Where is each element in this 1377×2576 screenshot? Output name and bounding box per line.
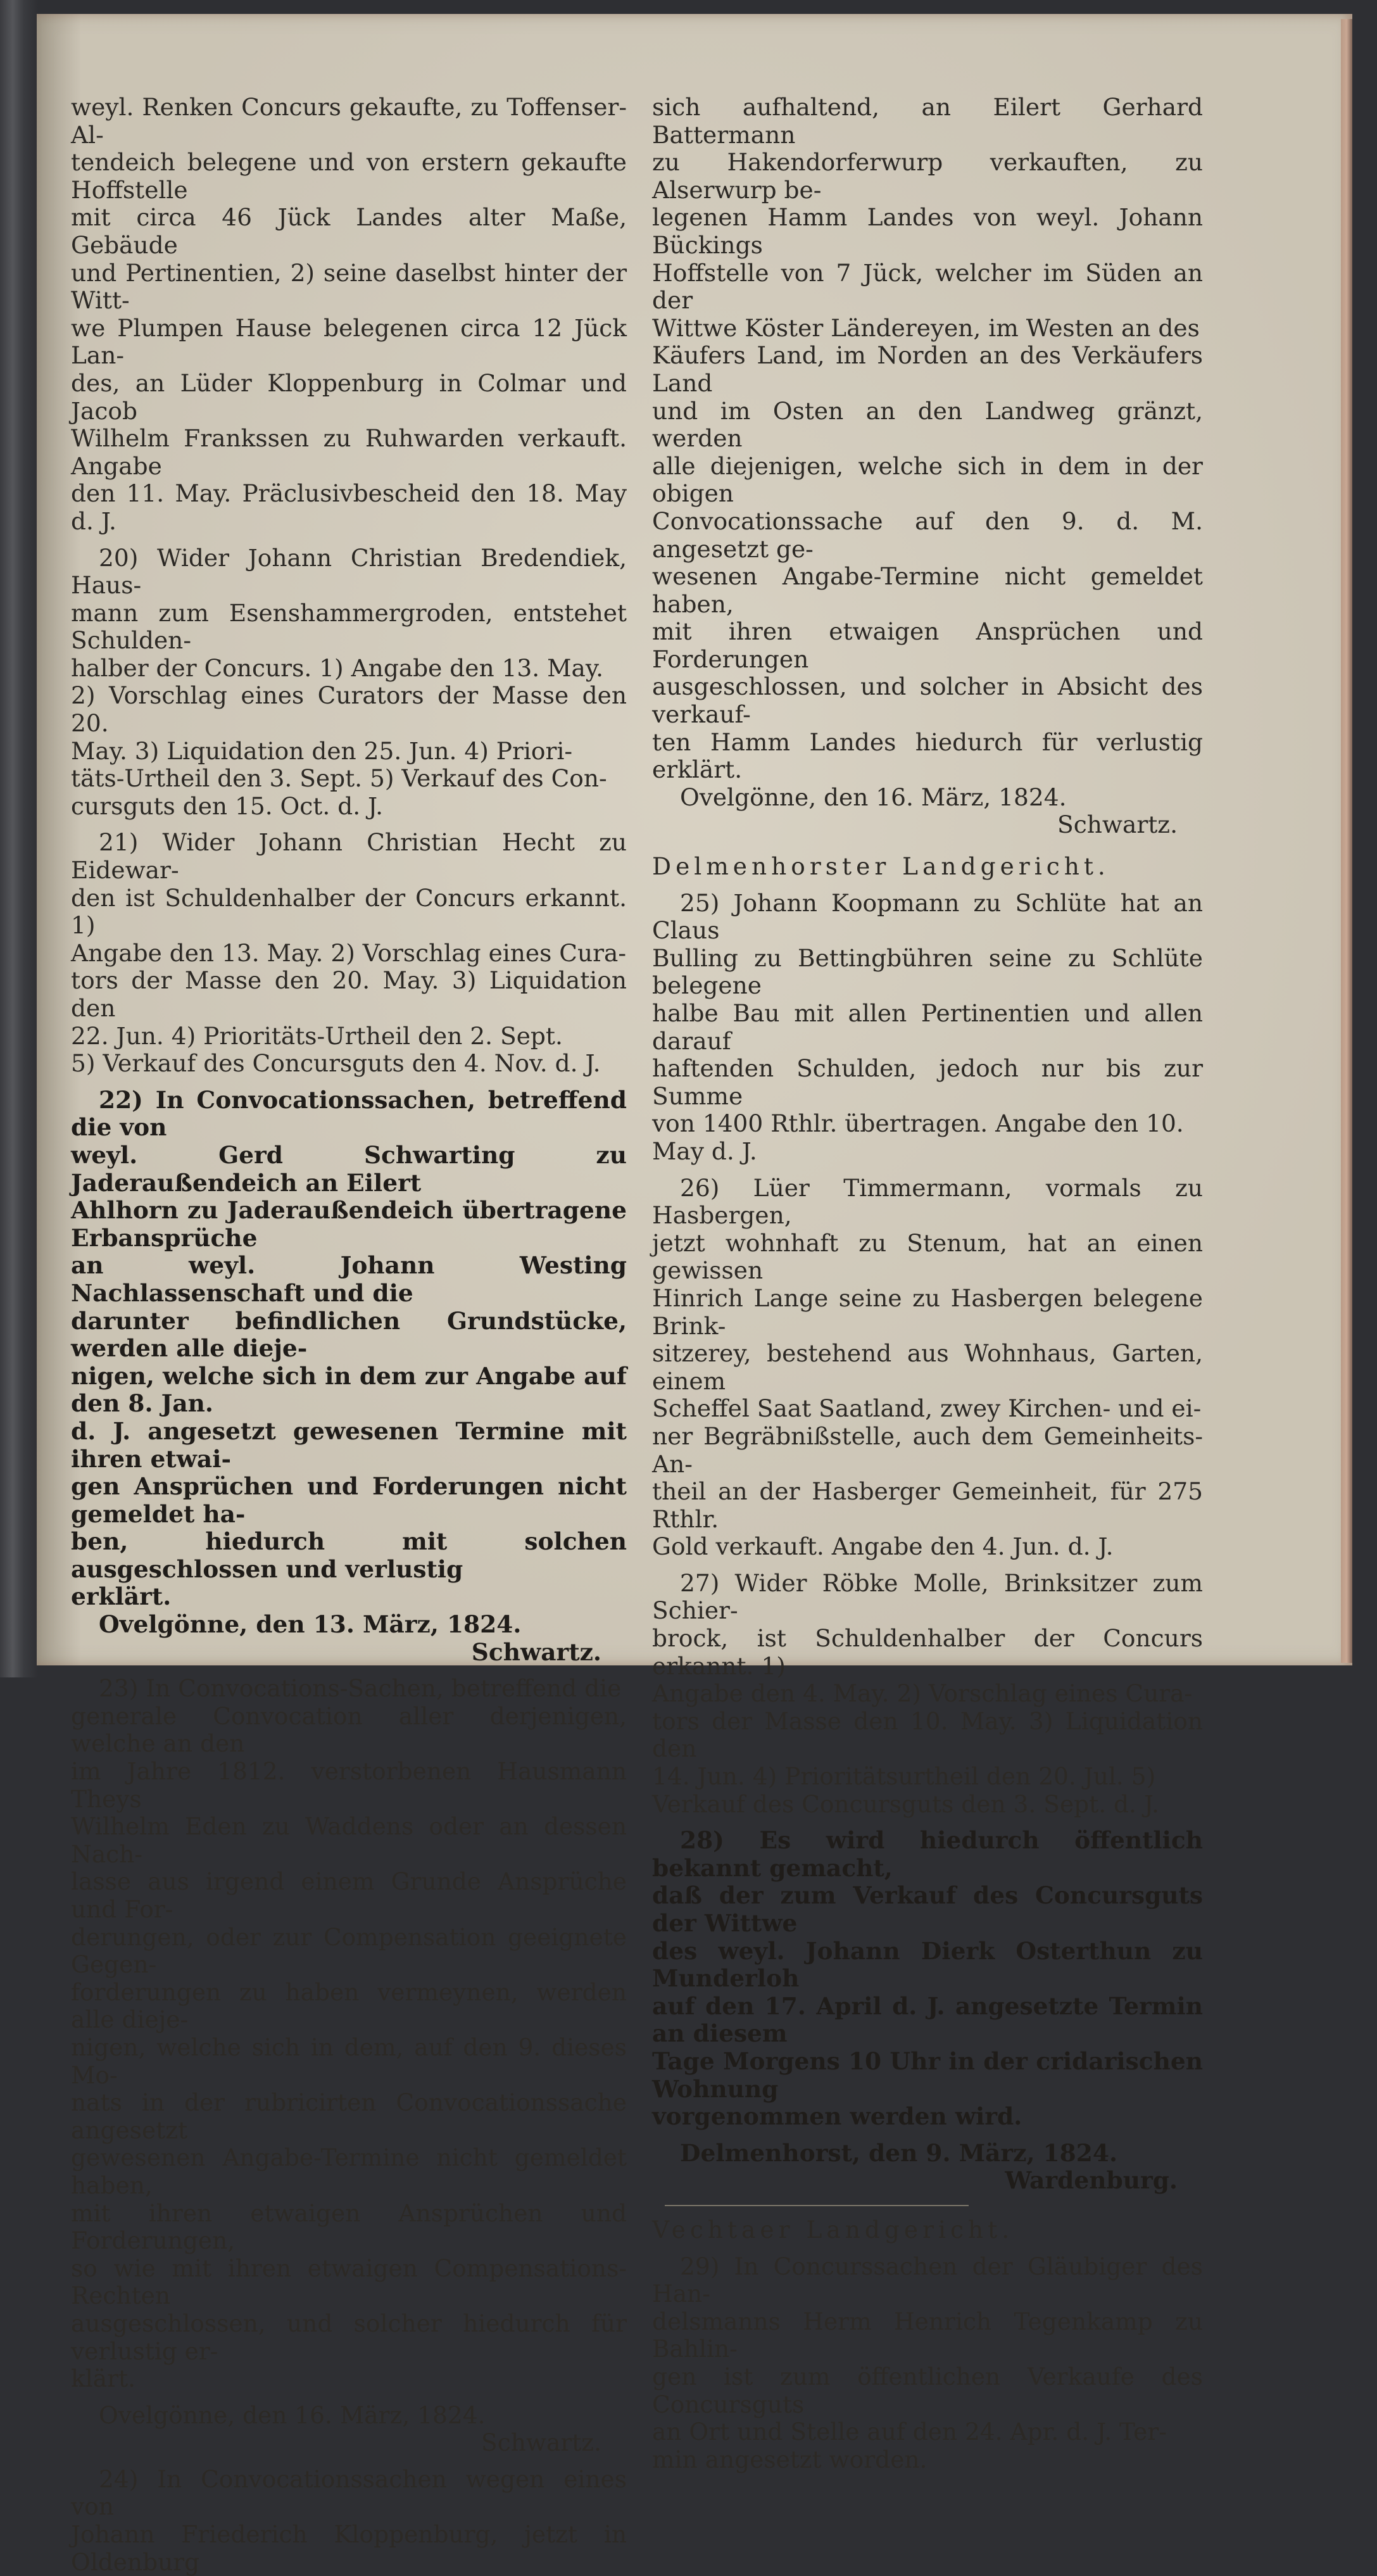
notice-25: 25) Johann Koopmann zu Schlüte hat an Claus Bulling zu Bettingbühren seine zu Schlüte belegene halbe Bau mit allen Pertinentien und allen darauf haftenden Schulden, jedoch nur bis zur Summe von 1400 Rthlr. übertragen. Angabe den 10. May d. J. xyxy=(652,888,1203,1165)
notice-28-signature: Wardenburg. xyxy=(1005,2166,1178,2195)
notice-23: 23) In Convocations-Sachen, betreffend die generale Convocation aller derjenigen, welche an den im Jahre 1812. verstorbenen Hausmann Theys Wilhelm Eden zu Waddens oder an dessen Nach- lasse aus irgend einem Grunde Ansprüche und For- derungen, oder zur Compensation geeignete Gegen- forderungen zu haben vermeynen, werden alle dieje- nigen, welche sich in dem, auf den 9. dieses Mo- nats in der rubricirten Convocationssache angesetzt gewesenen Angabe-Termine nicht gemeldet haben, mit ihren etwaigen Ansprüchen und Forderungen, so wie mit ihren etwaigen Compensations-Rechten ausgeschlossen, und solcher hiedurch für verlustig er- klärt. xyxy=(71,1674,627,2393)
notice-28: 28) Es wird hiedurch öffentlich bekannt gemacht, daß der zum Verkauf des Concursguts der Wittwe des weyl. Johann Dierk Osterthun zu Munderloh auf den 17. April d. J. angesetzte Termin an diesem Tage Morgens 10 Uhr in der cridarischen Wohnung vorgenommen werden wird. xyxy=(652,1826,1203,2131)
page-edge xyxy=(1341,19,1352,1663)
notice-22: 22) In Convocationssachen, betreffend die von weyl. Gerd Schwarting zu Jaderaußendeich an Eilert Ahlhorn zu Jaderaußendeich übertragene Erbansprüche an weyl. Johann Westing Nachlassenschaft und die darunter befindlichen Grundstücke, werden alle dieje- nigen, welche sich in dem zur Angabe auf den 8. Jan. d. J. angesetzt gewesenen Termine mit ihren etwai- gen Ansprüchen und Forderungen nicht gemeldet ha- ben, hiedurch mit solchen ausgeschlossen und verlustig erklärt. xyxy=(71,1085,627,1611)
notice-28-date: Delmenhorst, den 9. März, 1824. xyxy=(680,2138,1118,2167)
notice-23-signature: Schwartz. xyxy=(481,2428,601,2457)
notice-29: 29) In Concurssachen der Gläubiger des Han- delsmanns Herm Henrich Tegenkamp zu Bahlin- gen ist zum öffentlichen Verkaufe des Concursguts an Ort und Stelle auf den 24. Apr. d. J. Ter- min angesetzt worden. xyxy=(652,2252,1203,2473)
continued-notice-top: weyl. Renken Concurs gekaufte, zu Toffenser-Al- tendeich belegene und von erstern gekaufte Hoffstelle mit circa 46 Jück Landes alter Maße, Gebäude und Pertinentien, 2) seine daselbst hinter der Witt- we Plumpen Hause belegenen circa 12 Jück Lan- des, an Lüder Kloppenburg in Colmar und Jacob Wilhelm Frankssen zu Ruhwarden verkauft. Angabe den 11. May. Präclusivbescheid den 18. May d. J. xyxy=(71,93,627,535)
notice-20: 20) Wider Johann Christian Bredendiek, Haus- mann zum Esenshammergroden, entstehet Schulden- halber der Concurs. 1) Angabe den 13. May. 2) Vorschlag eines Curators der Masse den 20. May. 3) Liquidation den 25. Jun. 4) Priori- täts-Urtheil den 3. Sept. 5) Verkauf des Con- cursguts den 15. Oct. d. J. xyxy=(71,543,627,820)
notice-24-date: Ovelgönne, den 16. März, 1824. xyxy=(680,783,1067,811)
notice-24: 24) In Convocationssachen wegen eines von Johann Friederich Kloppenburg, jetzt in Oldenburg xyxy=(71,2465,627,2576)
notice-22-date: Ovelgönne, den 13. März, 1824. xyxy=(99,1610,522,1639)
notice-26: 26) Lüer Timmermann, vormals zu Hasbergen, jetzt wohnhaft zu Stenum, hat an einen gewissen Hinrich Lange seine zu Hasbergen belegene Brink- sitzerey, bestehend aus Wohnhaus, Garten, einem Scheffel Saat Saatland, zwey Kirchen- und ei- ner Begräbnißstelle, auch dem Gemeinheits-An- theil an der Hasberger Gemeinheit, für 275 Rthlr. Gold verkauft. Angabe den 4. Jun. d. J. xyxy=(652,1173,1203,1561)
notice-22-signature: Schwartz. xyxy=(471,1638,601,1666)
notice-24-signature: Schwartz. xyxy=(1057,811,1178,839)
notice-27: 27) Wider Röbke Molle, Brinksitzer zum Schier- brock, ist Schuldenhalber der Concurs erkannt. 1) Angabe den 4. May. 2) Vorschlag eines Cura- tors der Masse den 10. May. 3) Liquidation den 14. Jun. 4) Prioritätsurtheil den 20. Jul. 5) Verkauf des Concursguts den 3. Sept. d. J. xyxy=(652,1569,1203,1818)
court-heading-vechta: Vechtaer Landgericht. xyxy=(652,2215,1014,2244)
notice-23-date: Ovelgönne, den 16. März, 1824. xyxy=(99,2401,486,2429)
court-heading-delmenhorst: Delmenhorster Landgericht. xyxy=(652,852,1110,881)
right-column xyxy=(652,94,1203,2473)
notice-24-continued: sich aufhaltend, an Eilert Gerhard Battermann zu Hakendorferwurp verkauften, zu Alserwurp be- legenen Hamm Landes von weyl. Johann Bückings Hoffstelle von 7 Jück, welcher im Süden an der Wittwe Köster Ländereyen, im Westen an des Käufers Land, im Norden an des Verkäufers Land und im Osten an den Landweg gränzt, werden alle diejenigen, welche sich in dem in der obigen Convocationssache auf den 9. d. M. angesetzt ge- wesenen Angabe-Termine nicht gemeldet haben, mit ihren etwaigen Ansprüchen und Forderungen ausgeschlossen, und solcher in Absicht des verkauf- ten Hamm Landes hiedurch für verlustig erklärt. xyxy=(652,93,1203,784)
section-divider xyxy=(665,2205,969,2206)
notice-21: 21) Wider Johann Christian Hecht zu Eidewar- den ist Schuldenhalber der Concurs erkannt. 1) Angabe den 13. May. 2) Vorschlag eines Cura- tors der Masse den 20. May. 3) Liquidation den 22. Jun. 4) Prioritäts-Urtheil den 2. Sept. 5) Verkauf des Concursguts den 4. Nov. d. J. xyxy=(71,828,627,1078)
left-column xyxy=(71,94,627,2576)
